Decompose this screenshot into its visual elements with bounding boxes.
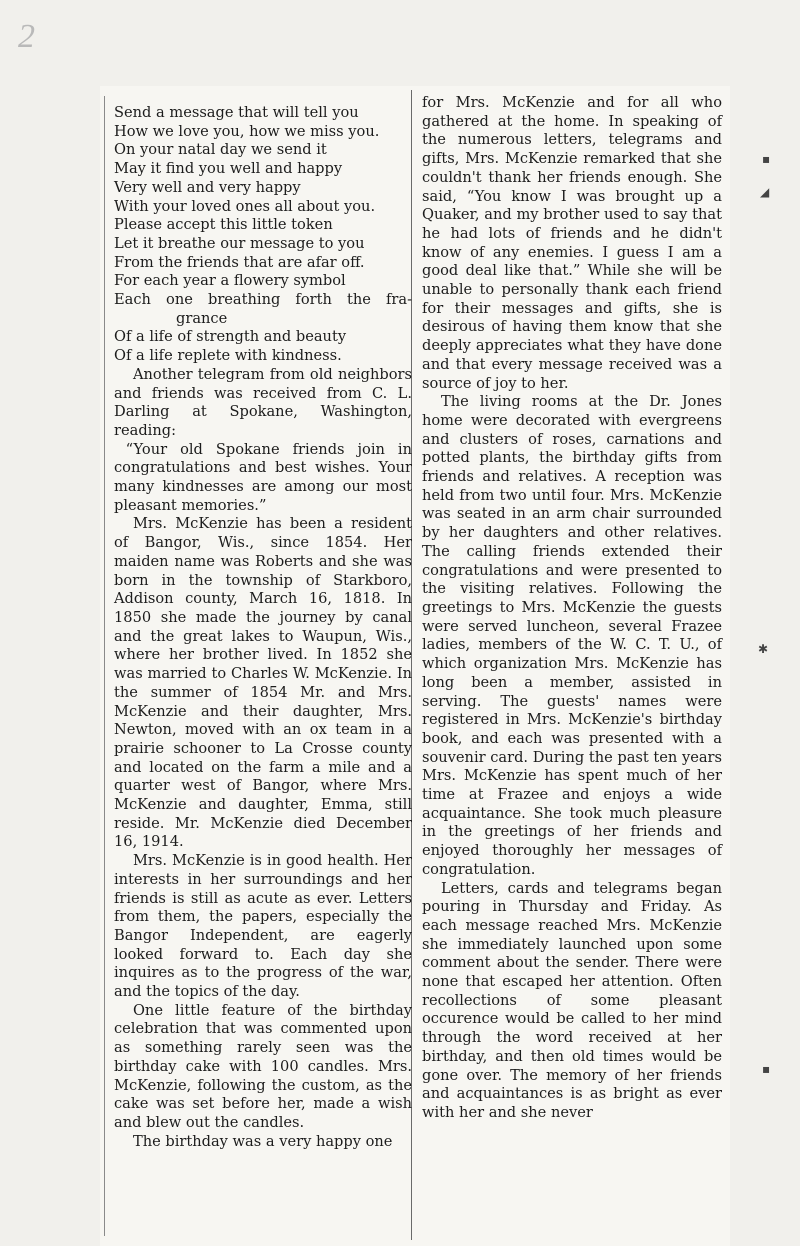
poem-line: Let it breathe our message to you bbox=[114, 234, 365, 252]
telegram-paragraph: Another telegram from old neighbors and friends was received from C. L. Darling at Spokane, Washington, reading: bbox=[114, 365, 412, 439]
poem-line: Each one breathing forth the fra- bbox=[114, 291, 412, 309]
margin-tick-mark: ▪ bbox=[762, 152, 771, 166]
poem-line: With your loved ones all about you. bbox=[114, 197, 376, 215]
poem-line: May it find you well and happy bbox=[114, 160, 343, 178]
poem-line: For each year a flowery symbol bbox=[114, 272, 346, 290]
poem-line: On your natal day we send it bbox=[114, 141, 327, 159]
biography-paragraph: Mrs. McKenzie has been a resident of Bangor, Wis., since 1854. Her maiden name was Roberts and she was born in the township of Starkboro, Addison county, March 16, 1818. In 1850 she made the journey by canal and the great lakes to Waupun, Wis., where her brother lived. In 1852 she was married to Charles W. McKenzie. In the summer of 1854 Mr. and Mrs. McKenzie and their daughter, Mrs. Newton, moved with an ox team in a prairie schooner to La Crosse county and located on the farm a mile and a quarter west of Bangor, where Mrs. McKenzie and daughter, Emma, still reside. Mr. McKenzie died December 16, 1914. bbox=[114, 515, 412, 851]
health-paragraph: Mrs. McKenzie is in good health. Her interests in her surroundings and her friends is still as acute as ever. Letters from them, the papers, especially the Bangor Independent, are eagerly looked forward to. Each day she inquires as to the progress of the war, and the topics of the day. bbox=[114, 852, 412, 1001]
poem-line: From the friends that are afar off. bbox=[114, 253, 365, 271]
poem-line: Very well and very happy bbox=[114, 178, 301, 196]
poem-line: Please accept this little token bbox=[114, 216, 333, 234]
poem-line: grance bbox=[176, 309, 228, 327]
continued-paragraph: for Mrs. McKenzie and for all who gathered at the home. In speaking of the numerous letters, telegrams and gifts, Mrs. McKenzie remarked that she couldn't thank her friends enough. She said, “You know I was brought up a Quaker, and my brother used to say that he had lots of friends and he didn't know of any enemies. I guess I am a good deal like that.” While she will be unable to personally thank each friend for their messages and gifts, she is desirous of having them know that she deeply appreciates what they have done and that every message received was a source of joy to her. bbox=[422, 94, 722, 392]
letters-paragraph: Letters, cards and telegrams began pouring in Thursday and Friday. As each message reached Mrs. McKenzie she immediately launched upon some comment about the sender. There were none that escaped her attention. Often recollections of some pleasant occurence would be called to her mind through the word received at her birthday, and then old times would be gone over. The memory of her friends and acquaintances is as bright as ever with her and she never bbox=[422, 879, 722, 1121]
poem-line: How we love you, how we miss you. bbox=[114, 122, 380, 140]
newspaper-clipping bbox=[100, 86, 730, 1246]
margin-tick-mark: ✱ bbox=[758, 642, 769, 656]
birthday-poem bbox=[114, 104, 412, 366]
right-column bbox=[422, 94, 722, 1123]
poem-line: Of a life of strength and beauty bbox=[114, 328, 347, 346]
margin-tick-mark: ◢ bbox=[760, 185, 770, 199]
left-column bbox=[114, 104, 412, 1151]
left-column-edge-rule bbox=[104, 96, 105, 1236]
page-number: 2 bbox=[18, 18, 35, 55]
telegram-quote: “Your old Spokane friends join in congratulations and best wishes. Your many kindnesses are among our most pleasant memories.” bbox=[114, 440, 412, 514]
happy-birthday-paragraph: The birthday was a very happy one bbox=[132, 1132, 393, 1150]
living-rooms-paragraph: The living rooms at the Dr. Jones home were decorated with evergreens and clusters of roses, carnations and potted plants, the birthday gifts from friends and relatives. A reception was held from two until four. Mrs. McKenzie was seated in an arm chair surrounded by her daughters and other relatives. The calling friends extended their congratulations and were presented to the visiting relatives. Following the greetings to Mrs. McKenzie the guests were served luncheon, several Frazee ladies, members of the W. C. T. U., of which organization Mrs. McKenzie has long been a member, assisted in serving. The guests' names were registered in Mrs. McKenzie's birthday book, and each was presented with a souvenir card. During the past ten years Mrs. McKenzie has spent much of her time at Frazee and enjoys a wide acquaintance. She took much pleasure in the greetings of her friends and enjoyed thoroughly her messages of congratulation. bbox=[422, 393, 722, 878]
birthday-cake-paragraph: One little feature of the birthday celebration that was commented upon as something rarely seen was the birthday cake with 100 candles. Mrs. McKenzie, following the custom, as the cake was set before her, made a wish and blew out the candles. bbox=[114, 1001, 412, 1131]
poem-line: Of a life replete with kindness. bbox=[114, 347, 342, 365]
margin-tick-mark: ▪ bbox=[762, 1062, 771, 1076]
poem-line: Send a message that will tell you bbox=[114, 104, 359, 121]
